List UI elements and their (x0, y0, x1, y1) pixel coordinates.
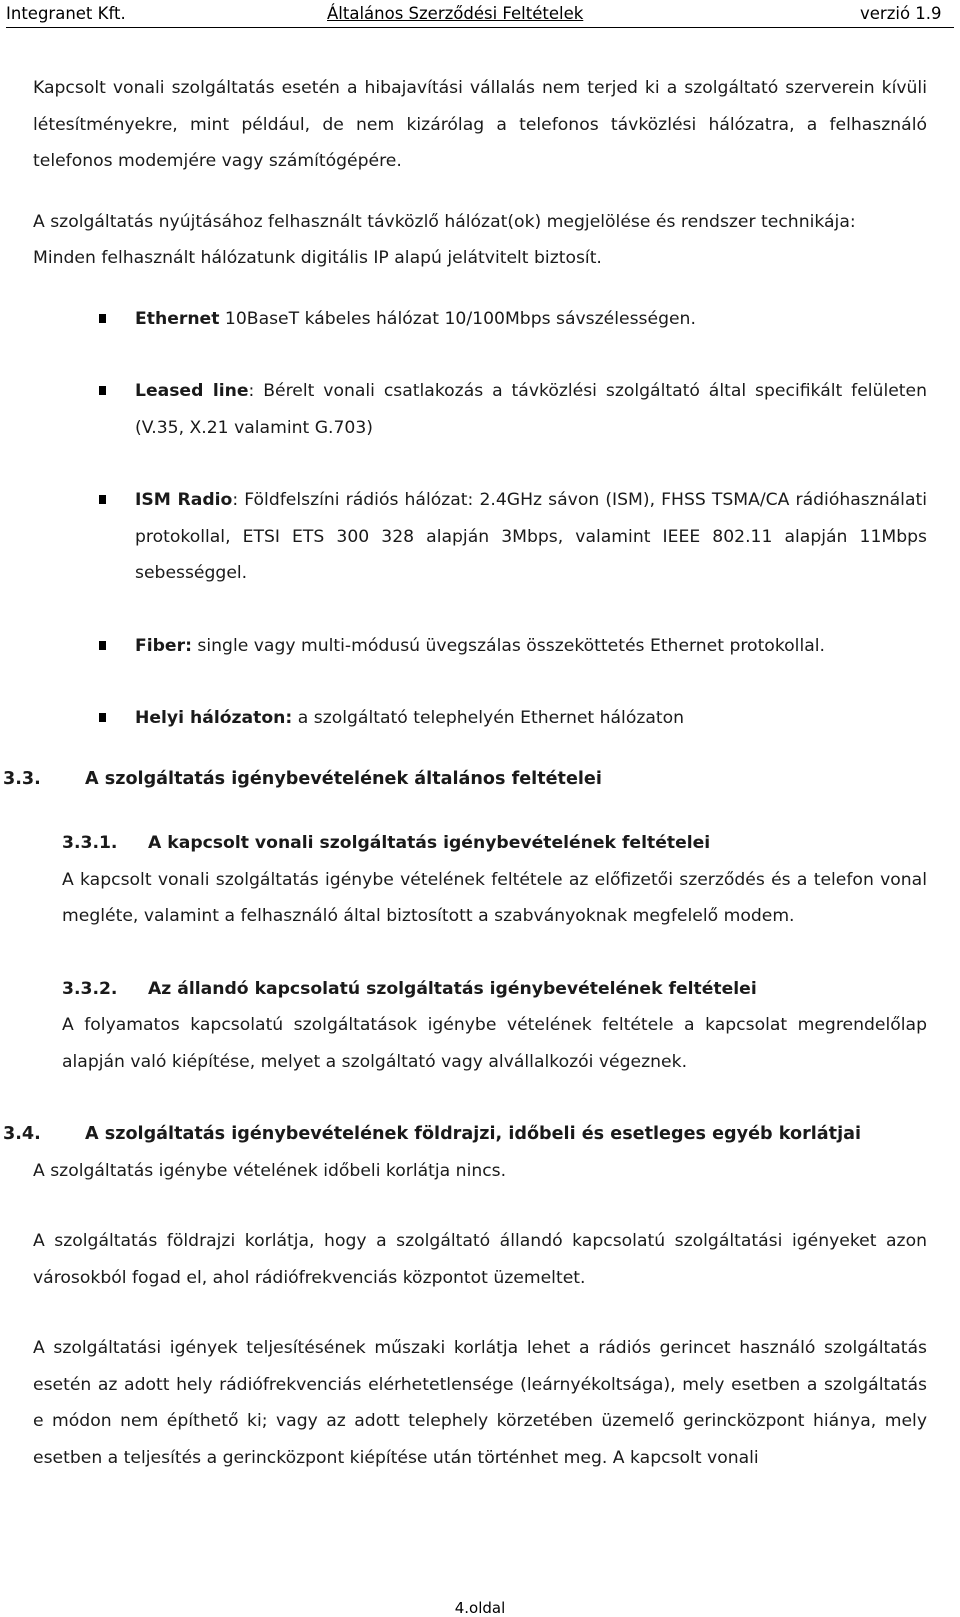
bullet-term: ISM Radio (135, 490, 233, 510)
page-header (0, 0, 960, 30)
subsection-3-3-2-text: A folyamatos kapcsolatú szolgáltatások igénybe vételének feltétele a kapcsolat megrendelőlap alapján való kiépítése, melyet a szolgáltató vagy alvállalkozói végeznek. (62, 1015, 927, 1072)
square-bullet-icon (99, 314, 106, 323)
network-types-list (33, 301, 927, 737)
bullet-text: single vagy multi-módusú üvegszálas összeköttetés Ethernet protokollal. (191, 635, 826, 656)
section-heading-3-3 (3, 761, 927, 798)
list-item (33, 301, 927, 338)
subsection-title: Az állandó kapcsolatú szolgáltatás igénybevételének feltételei (148, 978, 757, 999)
bullet-text: : Földfelszíni rádiós hálózat: 2.4GHz sávon (ISM), FHSS TSMA/CA rádióhasználati protokollal, ETSI ETS 300 328 alapján 3Mbps, valamint IEEE 802.11 alapján 11Mbps sebességgel. (135, 490, 927, 583)
section-title: A szolgáltatás igénybevételének földrajzi, időbeli és esetleges egyéb korlátjai (85, 1124, 861, 1144)
intro-paragraph-2-line-2: Minden felhasznált hálózatunk digitális IP alapú jelátvitelt biztosít. (33, 248, 602, 268)
list-item (33, 700, 927, 737)
bullet-text: : Bérelt vonali csatlakozás a távközlési szolgáltató által specifikált felületen (V.35, X.21 valamint G.703) (135, 381, 928, 438)
section-3-4-paragraph-2: A szolgáltatás földrajzi korlátja, hogy a szolgáltató állandó kapcsolatú szolgáltatási igényeket azon városokból fogad el, ahol rádiófrekvenciás központot üzemeltet. (33, 1231, 927, 1288)
bullet-term: Fiber: (135, 635, 192, 656)
square-bullet-icon (99, 641, 106, 650)
section-3-4-paragraph-3: A szolgáltatási igények teljesítésének műszaki korlátja lehet a rádiós gerincet használó szolgáltatás esetén az adott hely rádiófrekvenciás elérhetetlensége (leárnyékoltsága), mely esetben a szolgáltatás e módon nem építhető ki; vagy az adott telephely körzetében üzemelő gerincközpont hiánya, mely esetben a teljesítés a gerincközpont kiépítése után történhet meg. A kapcsolt vonali (33, 1338, 927, 1468)
bullet-term: Helyi hálózaton: (135, 708, 293, 728)
subsection-heading-3-3-2 (62, 971, 927, 1008)
intro-paragraph-2 (33, 204, 927, 277)
intro-paragraph-2-line-1: A szolgáltatás nyújtásához felhasznált távközlő hálózat(ok) megjelölése és rendszer technikája: (33, 211, 856, 232)
section-3-4-paragraph-1: A szolgáltatás igénybe vételének időbeli korlátja nincs. (33, 1160, 507, 1181)
bullet-term: Ethernet (135, 308, 220, 329)
document-body (3, 70, 928, 1476)
section-title: A szolgáltatás igénybevételének általános feltételei (85, 768, 602, 789)
intro-paragraph-1: Kapcsolt vonali szolgáltatás esetén a hibajavítási vállalás nem terjed ki a szolgáltató szerverein kívüli létesítményekre, mint például, de nem kizárólag a telefonos távközlési hálózatra, a felhasználó telefonos modemjére vagy számítógépére. (33, 78, 927, 171)
bullet-text: 10BaseT kábeles hálózat 10/100Mbps sávszélességen. (219, 308, 696, 329)
header-document-title: Általános Szerződési Feltételek (327, 4, 584, 23)
header-company: Integranet Kft. (6, 4, 126, 23)
subsection-heading-3-3-1 (62, 825, 927, 862)
page-number: 4.oldal (454, 1599, 506, 1617)
section-number: 3.4. (3, 1124, 41, 1144)
section-heading-3-4 (3, 1116, 927, 1153)
list-item (33, 628, 927, 665)
subsection-title: A kapcsolt vonali szolgáltatás igénybevételének feltételei (148, 833, 711, 853)
subsection-number: 3.3.1. (62, 833, 118, 853)
list-item (33, 373, 927, 446)
bullet-text: a szolgáltató telephelyén Ethernet hálózaton (292, 708, 685, 728)
header-version: verzió 1.9 (860, 4, 942, 23)
square-bullet-icon (99, 495, 106, 504)
section-number: 3.3. (3, 768, 41, 789)
bullet-term: Leased line (135, 381, 249, 401)
square-bullet-icon (99, 386, 106, 395)
header-rule (6, 27, 954, 28)
list-item (33, 482, 927, 592)
square-bullet-icon (99, 713, 106, 722)
subsection-3-3-1-text: A kapcsolt vonali szolgáltatás igénybe vételének feltétele az előfizetői szerződés és a telefon vonal megléte, valamint a felhasználó által biztosított a szabványoknak megfelelő modem. (62, 869, 927, 926)
subsection-number: 3.3.2. (62, 978, 118, 999)
